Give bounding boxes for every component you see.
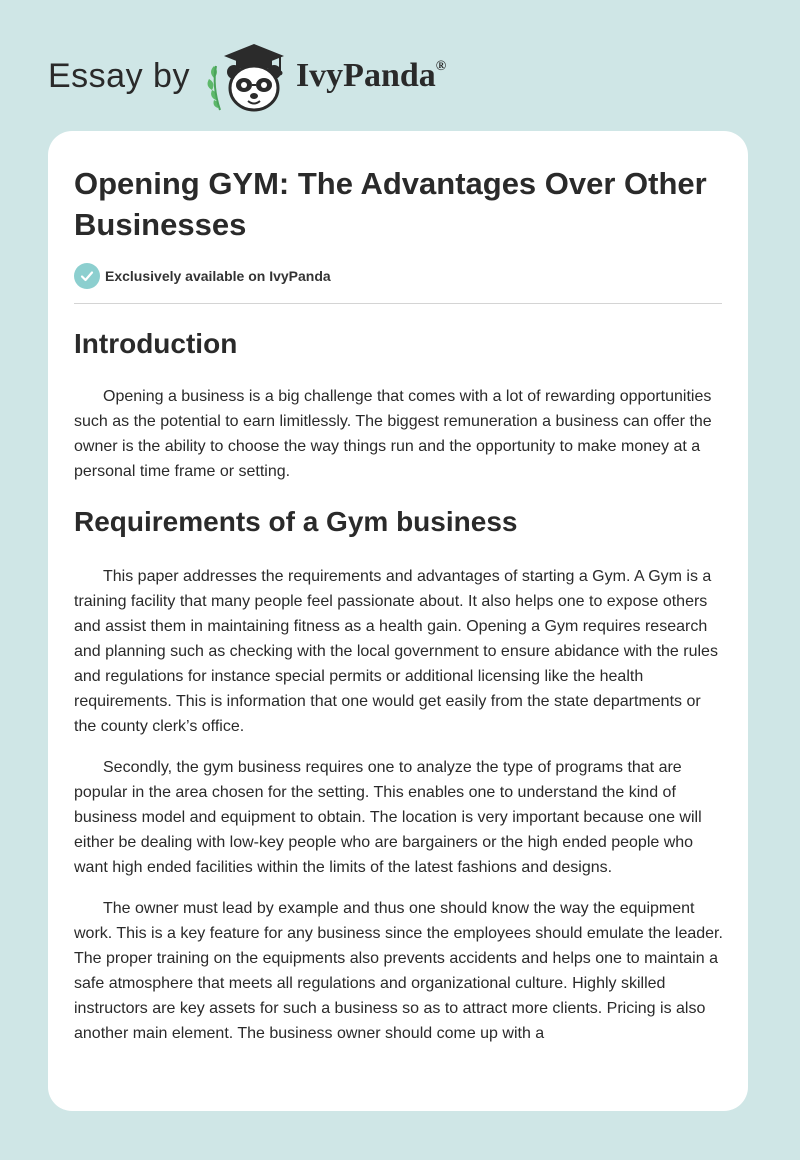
panda-mascot-icon [204,38,292,114]
section-heading-introduction: Introduction [74,328,238,359]
essay-card [48,131,748,1111]
brand-name: IvyPanda® [295,57,447,94]
site-header [48,36,446,116]
exclusive-badge [74,263,331,289]
essay-content [74,327,724,1046]
ivypanda-logo[interactable] [204,38,446,114]
paragraph: This paper addresses the requirements and advantages of starting a Gym. A Gym is a training facility that many people feel passionate about. It also helps one to expose others and assist them in maintaining fitness as a health gain. Opening a Gym requires research and planning such as checking with the local government to ensure abidance with the rules and regulations for instance special permits or additional licensing like the health requirements. This is information that one would get easily from the state departments or the county clerk’s office. [74,568,718,735]
check-icon [74,263,100,289]
paragraph: The owner must lead by example and thus one should know the way the equipment work. This is a key feature for any business since the employees should emulate the leader. The proper training on the equipments also prevents accidents and helps one to maintain a safe atmosphere that meets all regulations and organizational culture. Highly skilled instructors are key assets for such a business so as to attract more clients. Pricing is also another main element. The business owner should come up with a [74,900,723,1042]
paragraph: Secondly, the gym business requires one to analyze the type of programs that are popular in the area chosen for the setting. This enables one to understand the kind of business model and equipment to obtain. The location is very important because one will either be dealing with low-key people who are bargainers or the high ended people who want high ended facilities within the limits of the latest fashions and designs. [74,759,702,876]
section-heading-requirements: Requirements of a Gym business [74,506,518,537]
page-title: Opening GYM: The Advantages Over Other Businesses [74,166,707,242]
exclusive-label: Exclusively available on IvyPanda [105,268,331,284]
paragraph: Opening a business is a big challenge that comes with a lot of rewarding opportunities such as the potential to earn limitlessly. The biggest remuneration a business can offer the owner is the ability to choose the way things run and the opportunity to make money at a personal time frame or setting. [74,388,712,480]
divider [74,303,722,304]
essay-by-label: Essay by [48,56,190,95]
